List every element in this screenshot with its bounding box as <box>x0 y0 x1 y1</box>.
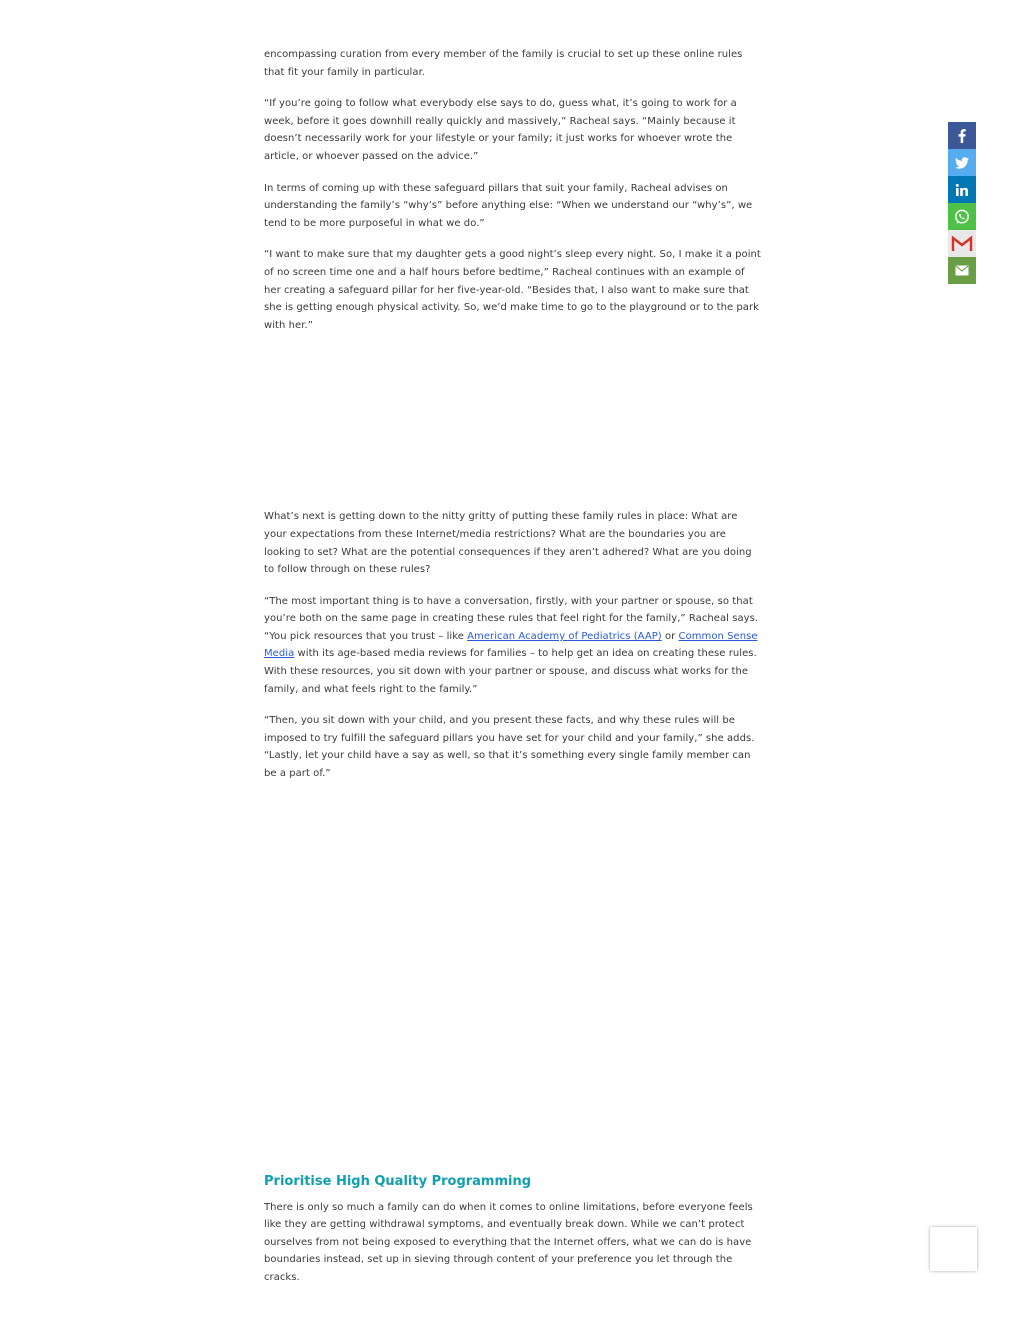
linkedin-share-button[interactable] <box>948 176 976 203</box>
facebook-share-button[interactable] <box>948 122 976 149</box>
embedded-media-placeholder <box>264 797 762 1173</box>
section-heading: Prioritise High Quality Programming <box>264 1173 532 1189</box>
whatsapp-icon <box>953 208 971 226</box>
linkedin-icon <box>954 182 970 198</box>
article-paragraph: “I want to make sure that my daughter gets a good night’s sleep every night. So, I make it a point of no screen time one and a half hours before bedtime,” Racheal continues with an example of her creating a safeguard pillar for her five-year-old. “Besides that, I also want to make sure that she is getting enough physical activity. So, we’d make time to go to the playground or to the park with her.” <box>264 249 761 331</box>
aap-link[interactable]: American Academy of Pediatrics (AAP) <box>467 630 662 642</box>
email-icon <box>955 265 969 276</box>
paragraph-text: with its age-based media reviews for families – to help get an idea on creating these rules. With these resources, you sit down with your partner or spouse, and discuss what works for the family, and what feels right to the family.” <box>264 648 757 695</box>
article-paragraph: “Then, you sit down with your child, and you present these facts, and why these rules will be imposed to try fulfill the safeguard pillars you have set for your child and your family,” she adds. “Lastly, let your child have a say as well, so that it’s something every single family member can be a part of.” <box>264 715 755 780</box>
twitter-share-button[interactable] <box>948 149 976 176</box>
recaptcha-badge[interactable] <box>930 1227 977 1271</box>
twitter-icon <box>954 155 970 171</box>
gmail-share-button[interactable] <box>948 230 976 257</box>
article-paragraph: encompassing curation from every member of the family is crucial to set up these online rules that fit your family in particular. <box>264 49 743 78</box>
article-paragraph: “If you’re going to follow what everybody else says to do, guess what, it’s going to work for a week, before it goes downhill really quickly and massively,” Racheal says. “Mainly because it doesn’t necessarily work for your lifestyle or your family; it just works for whoever wrote the article, or whoever passed on the advice.” <box>264 98 737 162</box>
article-body <box>264 46 762 1301</box>
embedded-media-placeholder <box>264 348 762 508</box>
social-share-bar <box>948 122 976 284</box>
article-paragraph: In terms of coming up with these safeguard pillars that suit your family, Racheal advises on understanding the family’s “why’s” before anything else: “When we understand our “why’s”, we tend to be more purposeful in what we do.” <box>264 182 753 229</box>
article-paragraph: There is only so much a family can do when it comes to online limitations, before everyone feels like they are getting withdrawal symptoms, and eventually break down. While we can’t protect ourselves from not being exposed to everything that the Internet offers, what we can do is have boundaries instead, set up in sieving through content of your preference you let through the cracks. <box>264 1201 753 1283</box>
article-paragraph <box>264 593 762 699</box>
article-paragraph: What’s next is getting down to the nitty gritty of putting these family rules in place: What are your expectations from these Internet/media restrictions? What are the boundaries you are looking to set? What are the potential consequences if they aren’t adhered? What are you doing to follow through on these rules? <box>264 511 752 576</box>
whatsapp-share-button[interactable] <box>948 203 976 230</box>
paragraph-text: or <box>661 630 679 642</box>
common-sense-media-link[interactable]: Common Sense Media <box>264 630 758 660</box>
email-share-button[interactable] <box>948 257 976 284</box>
gmail-icon <box>951 235 973 253</box>
paragraph-text: “The most important thing is to have a conversation, firstly, with your partner or spouse, so that you’re both on the same page in creating these rules that feel right for the family,” Racheal says. “You pick resources that you trust – like <box>264 595 759 642</box>
facebook-icon <box>954 128 970 144</box>
